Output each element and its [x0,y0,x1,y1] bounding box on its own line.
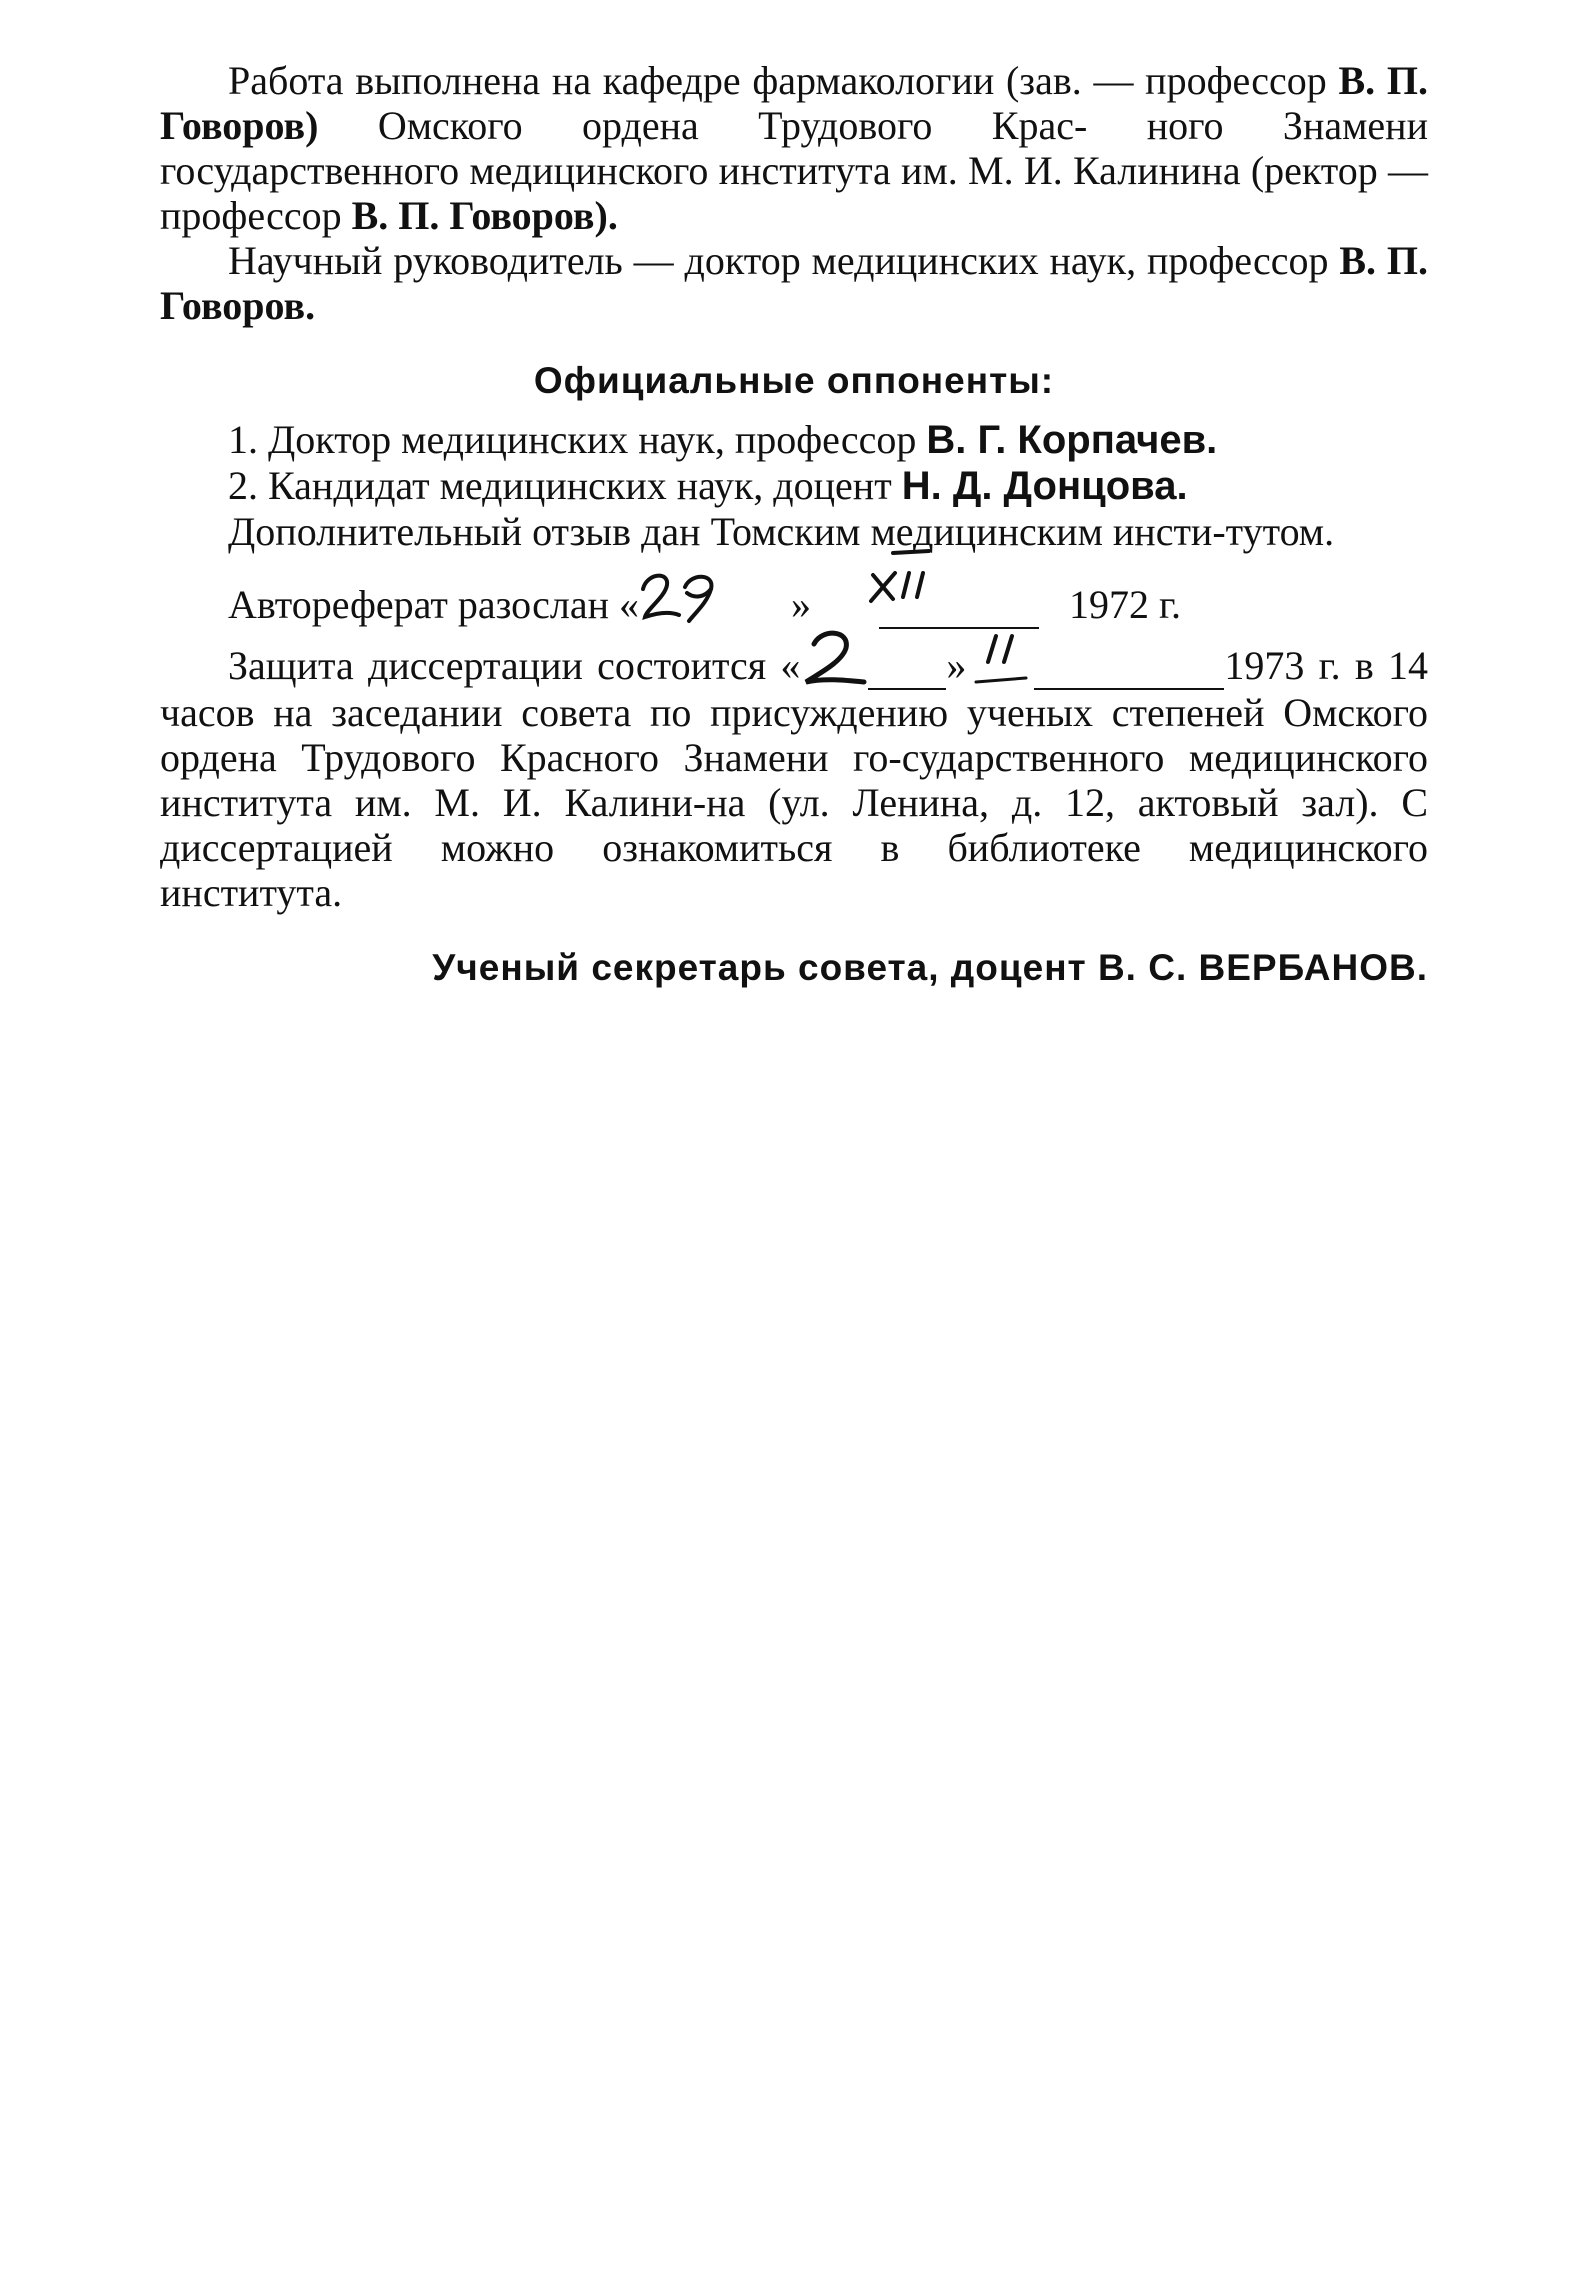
opponents-heading: Официальные оппоненты: [533,360,1055,401]
svg-text:II: II [996,686,998,687]
intro-paragraph [160,58,1428,238]
supervisor-paragraph [160,238,1428,328]
opponent-1 [160,417,1428,463]
handwriting-xii [811,547,971,627]
dispatch-close-quote: » [791,582,812,627]
dispatch-open-quote: « [619,582,640,627]
defense-details: в 14 часов на заседании совета по присуждению ученых степеней Омского ордена Трудового Красного Знамени го-сударственного медицинского института им. М. И. Калини-на (ул. Ленина, д. 12, актовый зал). С диссертацией можно ознакомиться в библиотеке медицинского института. [160,643,1428,915]
rector-name: В. П. Говоров). [351,193,618,238]
handwriting-2 [800,626,878,688]
dispatch-line [160,582,1428,629]
defense-year: 1973 г. [1224,643,1341,688]
document-page [160,58,1428,990]
additional-review: Дополнительный отзыв дан Томским медицинским инсти-тутом. [228,509,1335,554]
defense-month-handwritten [966,643,1224,690]
dispatch-year: 1972 г. [1069,582,1181,627]
defense-day-handwritten [800,643,946,690]
svg-text:XII: XII [891,625,893,626]
scientific-secretary-signature: Ученый секретарь совета, доцент В. С. ВЕРБАНОВ. [432,947,1428,988]
supervisor-line-1: Научный руководитель — доктор медицинских наук, [228,238,1137,283]
defense-paragraph [160,643,1428,915]
supervisor-line-2a: профессор [1146,238,1340,283]
opponent-2-title: 2. Кандидат медицинских наук, доцент [228,463,902,508]
svg-text:29: 29 [681,623,683,624]
defense-label: Защита диссертации состоится [228,643,767,688]
intro-line-2c: Омского ордена Трудового Крас- [318,103,1088,148]
head-of-department: В. П. Говоров) [160,58,1428,148]
dispatch-label: Автореферат разослан [228,582,610,627]
intro-line-3: ного Знамени государственного медицинского института [160,103,1428,193]
opponent-2-name: Н. Д. Донцова. [901,464,1188,508]
handwriting-29 [639,567,723,625]
opponent-2 [160,463,1428,509]
supervisor-name: В. П. Говоров. [160,238,1429,328]
defense-open-quote: « [780,643,801,688]
handwriting-ii [966,616,1156,688]
opponent-1-name: В. Г. Корпачев. [926,418,1218,462]
defense-close-quote: » [946,643,967,688]
intro-line-4a: им. М. И. Калинина (ректор — профессор [160,148,1428,238]
dispatch-day-handwritten [639,582,791,627]
intro-line-2a: профессор [1145,58,1339,103]
opponent-1-title: 1. Доктор медицинских наук, профессор [228,417,927,462]
intro-line-1: Работа выполнена на кафедре фармакологии (зав. — [228,58,1134,103]
svg-text:2: 2 [840,686,841,687]
